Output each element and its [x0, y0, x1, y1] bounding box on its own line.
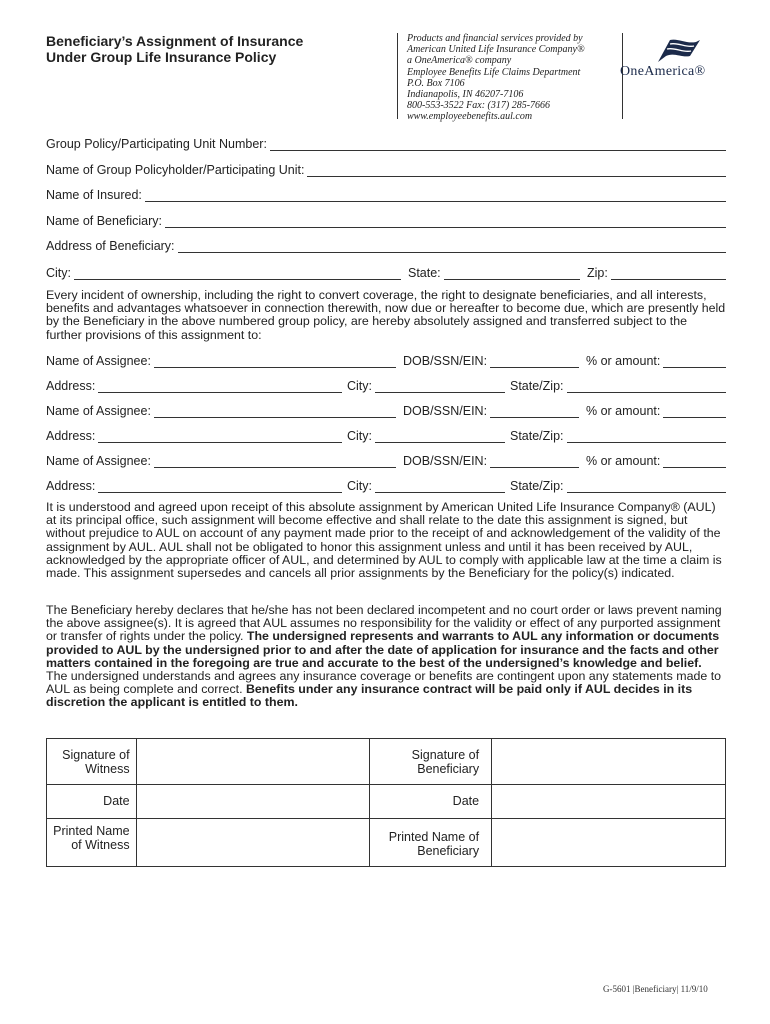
provider-line: American United Life Insurance Company®: [407, 44, 585, 56]
state-line[interactable]: [444, 268, 580, 280]
assignee-address-line[interactable]: [98, 481, 342, 493]
assignee-state-zip-field[interactable]: [510, 379, 726, 393]
assignee-name-field[interactable]: [46, 354, 396, 368]
declaration-text-continued: The undersigned understands and agrees any insurance coverage or benefits are contingent upon any statements made to AUL as being complete and correct.: [46, 669, 722, 697]
assignee-name-label: Name of Assignee:: [46, 354, 151, 368]
assignee-city-line[interactable]: [375, 431, 505, 443]
city-label: City:: [46, 266, 71, 280]
assignee-dob-line[interactable]: [490, 406, 579, 418]
zip-field[interactable]: [587, 266, 726, 280]
city-line[interactable]: [74, 268, 401, 280]
zip-line[interactable]: [611, 268, 726, 280]
beneficiary-field[interactable]: [46, 214, 726, 228]
flag-logo-icon: [656, 38, 716, 64]
beneficiary-date-label: Date: [370, 785, 492, 819]
beneficiary-line[interactable]: [165, 216, 726, 228]
printed-beneficiary-box[interactable]: [492, 819, 726, 867]
declaration-text: The Beneficiary hereby declares that he/she has not been declared incompetent and no court order or laws prevent naming the above assignee(s). It is agreed that AUL assumes no responsibility for the validity or effect of any purported assignment or transfer of rights under the policy.: [46, 603, 722, 644]
group-holder-field[interactable]: [46, 163, 726, 177]
city-field[interactable]: [46, 266, 401, 280]
zip-label: Zip:: [587, 266, 608, 280]
assignee-percent-label: % or amount:: [586, 404, 661, 418]
witness-signature-label: Signature of Witness: [47, 739, 137, 785]
assignee-name-line[interactable]: [154, 456, 396, 468]
assignee-address-line[interactable]: [98, 381, 342, 393]
provider-line: a OneAmerica® company: [407, 55, 512, 67]
provider-line: Products and financial services provided by: [407, 33, 583, 44]
declaration-warranty-bold: The undersigned represents and warrants to AUL any information or documents provided to AUL by the undersigned prior to and after the date of application for insurance and the facts and other matters contained in the foregoing are true and accurate to the best of the undersigned’s knowledge and belief.: [46, 629, 720, 670]
header-divider-left: [397, 33, 398, 119]
assignee-dob-field[interactable]: [403, 454, 579, 468]
assignee-dob-line[interactable]: [490, 456, 579, 468]
state-label: State:: [408, 266, 441, 280]
beneficiary-address-line[interactable]: [178, 241, 726, 253]
beneficiary-address-field[interactable]: [46, 239, 726, 253]
assignee-state-zip-field[interactable]: [510, 429, 726, 443]
printed-beneficiary-label: Printed Name of Beneficiary: [370, 819, 492, 867]
group-holder-line[interactable]: [307, 165, 726, 177]
assignee-percent-label: % or amount:: [586, 354, 661, 368]
assignee-dob-label: DOB/SSN/EIN:: [403, 404, 488, 418]
assignee-address-label: Address:: [46, 379, 96, 393]
assignee-name-line[interactable]: [154, 406, 396, 418]
assignee-percent-line[interactable]: [663, 356, 726, 368]
assignee-dob-label: DOB/SSN/EIN:: [403, 354, 488, 368]
assignee-city-field[interactable]: [347, 479, 505, 493]
provider-line: P.O. Box 7106: [407, 77, 465, 89]
assignee-percent-field[interactable]: [586, 454, 726, 468]
assignee-city-line[interactable]: [375, 481, 505, 493]
beneficiary-signature-box[interactable]: [492, 739, 726, 785]
assignee-state-zip-label: State/Zip:: [510, 379, 564, 393]
form-title-line1: Beneficiary’s Assignment of Insurance: [46, 33, 304, 49]
beneficiary-date-box[interactable]: [492, 785, 726, 819]
declaration-paragraph: [46, 604, 726, 710]
assignee-address-field[interactable]: [46, 429, 342, 443]
assignee-percent-line[interactable]: [663, 406, 726, 418]
assignee-name-label: Name of Assignee:: [46, 404, 151, 418]
assignee-address-label: Address:: [46, 479, 96, 493]
printed-witness-label: Printed Name of Witness: [47, 819, 137, 867]
insured-field[interactable]: [46, 188, 726, 202]
declaration-benefits-bold: Benefits under any insurance contract will be paid only if AUL decides in its discretion the applicant is entitled to them.: [46, 682, 693, 710]
group-holder-label: Name of Group Policyholder/Participating Unit:: [46, 163, 305, 177]
assignee-state-zip-field[interactable]: [510, 479, 726, 493]
witness-date-box[interactable]: [136, 785, 370, 819]
insured-line[interactable]: [145, 190, 726, 202]
state-field[interactable]: [408, 266, 580, 280]
beneficiary-address-label: Address of Beneficiary:: [46, 239, 175, 253]
assignee-address-line[interactable]: [98, 431, 342, 443]
insured-label: Name of Insured:: [46, 188, 142, 202]
form-title: [46, 33, 376, 65]
group-policy-line[interactable]: [270, 139, 726, 151]
assignee-percent-field[interactable]: [586, 354, 726, 368]
assignee-city-field[interactable]: [347, 429, 505, 443]
witness-signature-box[interactable]: [136, 739, 370, 785]
form-footer: G-5601 |Beneficiary| 11/9/10: [603, 984, 708, 994]
assignee-state-zip-label: State/Zip:: [510, 429, 564, 443]
assignee-name-field[interactable]: [46, 454, 396, 468]
assignee-city-label: City:: [347, 429, 372, 443]
group-policy-field[interactable]: [46, 137, 726, 151]
assignee-name-line[interactable]: [154, 356, 396, 368]
provider-info: [407, 33, 617, 123]
assignee-state-zip-line[interactable]: [567, 381, 727, 393]
assignee-state-zip-line[interactable]: [567, 481, 727, 493]
witness-date-label: Date: [47, 785, 137, 819]
assignee-dob-field[interactable]: [403, 404, 579, 418]
assignee-address-field[interactable]: [46, 379, 342, 393]
beneficiary-label: Name of Beneficiary:: [46, 214, 163, 228]
assignee-percent-label: % or amount:: [586, 454, 661, 468]
assignee-city-line[interactable]: [375, 381, 505, 393]
printed-witness-box[interactable]: [136, 819, 370, 867]
beneficiary-signature-label: Signature of Beneficiary: [370, 739, 492, 785]
assignee-address-field[interactable]: [46, 479, 342, 493]
assignee-dob-field[interactable]: [403, 354, 579, 368]
assignee-address-label: Address:: [46, 429, 96, 443]
assignee-city-label: City:: [347, 379, 372, 393]
provider-line: Indianapolis, IN 46207-7106: [407, 89, 524, 101]
assignee-state-zip-line[interactable]: [567, 431, 727, 443]
assignee-name-field[interactable]: [46, 404, 396, 418]
signature-table: [46, 738, 726, 867]
assignee-dob-line[interactable]: [490, 356, 579, 368]
assignee-percent-line[interactable]: [663, 456, 726, 468]
provider-line: www.employeebenefits.aul.com: [407, 111, 533, 123]
assignee-dob-label: DOB/SSN/EIN:: [403, 454, 488, 468]
provider-line: 800-553-3522 Fax: (317) 285-7666: [407, 100, 551, 112]
assignment-paragraph: Every incident of ownership, including the right to convert coverage, the right to designate beneficiaries, and all interests, benefits and advantages whatsoever in connection therewith, now due or hereafter to become due, which are presently held by the Beneficiary in the above numbered group policy, are hereby absolutely assigned and transferred subject to the further provisions of this assignment to:: [46, 288, 726, 342]
acceptance-paragraph: It is understood and agreed upon receipt of this absolute assignment by American United Life Insurance Company® (AUL) at its principal office, such assignment will become effective and shall relate to the date this assignment is signed, but without prejudice to AUL on account of any payment made prior to the receipt of and acknowledgement of the validity of the assignment by AUL. AUL shall not be obligated to honor this assignment unless and until it has been received by AUL, acknowledged by the appropriate officer of AUL, and determined by AUL to comply with applicable law at the time a claim is made. This assignment supersedes and cancels all prior assignments by the Beneficiary for the policy(s) indicated.: [46, 500, 722, 581]
assignee-city-label: City:: [347, 479, 372, 493]
assignee-city-field[interactable]: [347, 379, 505, 393]
provider-line: Employee Benefits Life Claims Department: [407, 66, 581, 78]
assignee-name-label: Name of Assignee:: [46, 454, 151, 468]
assignee-state-zip-label: State/Zip:: [510, 479, 564, 493]
group-policy-label: Group Policy/Participating Unit Number:: [46, 137, 267, 151]
oneamerica-logo: OneAmerica®: [620, 64, 706, 79]
assignee-percent-field[interactable]: [586, 404, 726, 418]
form-title-line2: Under Group Life Insurance Policy: [46, 49, 277, 65]
